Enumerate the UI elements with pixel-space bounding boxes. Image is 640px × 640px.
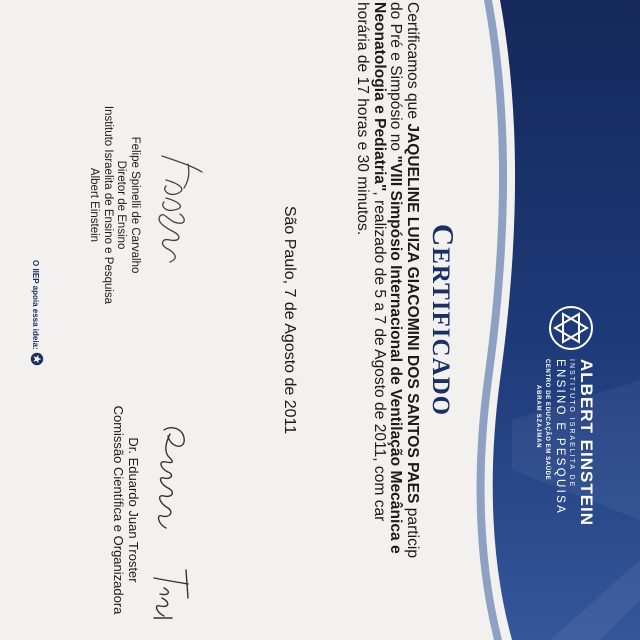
institution-line1: INSTITUTO ISRAELITA DE bbox=[568, 359, 575, 489]
institution-name: ALBERT EINSTEIN bbox=[577, 359, 596, 527]
signatory-left-name: Felipe Spinelli de Carvalho bbox=[129, 136, 141, 274]
recipient-name: JAQUELINE LUIZA GIACOMINI DOS SANTOS PAES bbox=[404, 123, 421, 504]
place-date: São Paulo, 7 de Agosto de 2011 bbox=[281, 205, 298, 435]
star-of-david-icon bbox=[548, 305, 594, 351]
body-line-1 bbox=[404, 2, 421, 640]
body-line-4: horária de 17 horas e 30 minutos. bbox=[354, 2, 372, 236]
signatory-right-role: Comissão Científica e Organizadora bbox=[111, 405, 126, 615]
signatory-right bbox=[111, 395, 141, 625]
signatory-left-org2: Albert Einstein bbox=[88, 167, 101, 243]
body-line-2 bbox=[387, 2, 404, 640]
body-line-3 bbox=[371, 2, 388, 640]
footer-support-text: O IIEP apoia essa ideia: bbox=[31, 260, 40, 350]
institution-line3: CENTRO DE EDUCAÇÃO EM SAÚDE bbox=[544, 359, 550, 481]
body-text: Certificamos que bbox=[404, 2, 421, 124]
heading-initial: C bbox=[426, 223, 461, 248]
certificate-body bbox=[354, 2, 420, 640]
event-name: "VIII Simpósio Internacional de Ventilação Mecânica e bbox=[387, 155, 405, 554]
heading-rest: ERTIFICADO bbox=[427, 247, 454, 417]
institution-line4: ABRAM SZAJMAN bbox=[535, 385, 541, 449]
signatory-right-name: Dr. Eduardo Juan Troster bbox=[126, 437, 141, 583]
signatory-left-org1: Instituto Israelita de Ensino e Pesquisa bbox=[102, 105, 114, 305]
certificate-heading bbox=[425, 0, 461, 640]
signatory-left-role: Diretor de Ensino bbox=[115, 160, 128, 250]
signature-right-handwritten bbox=[140, 420, 200, 630]
signatory-left bbox=[87, 90, 141, 320]
event-name-continued: Neonatologia e Pediatria" bbox=[371, 2, 388, 192]
body-text: do Pré e Simpósio no bbox=[387, 2, 405, 156]
institution-line2: ENSINO E PESQUISA bbox=[554, 359, 566, 516]
campaign-badge-icon bbox=[30, 352, 44, 366]
body-text: , realizado de 5 a 7 de Agosto de 2011, com car bbox=[371, 191, 388, 522]
signature-left-handwritten bbox=[140, 150, 210, 270]
body-text: particip bbox=[404, 503, 421, 559]
institution-logo bbox=[515, 305, 600, 535]
